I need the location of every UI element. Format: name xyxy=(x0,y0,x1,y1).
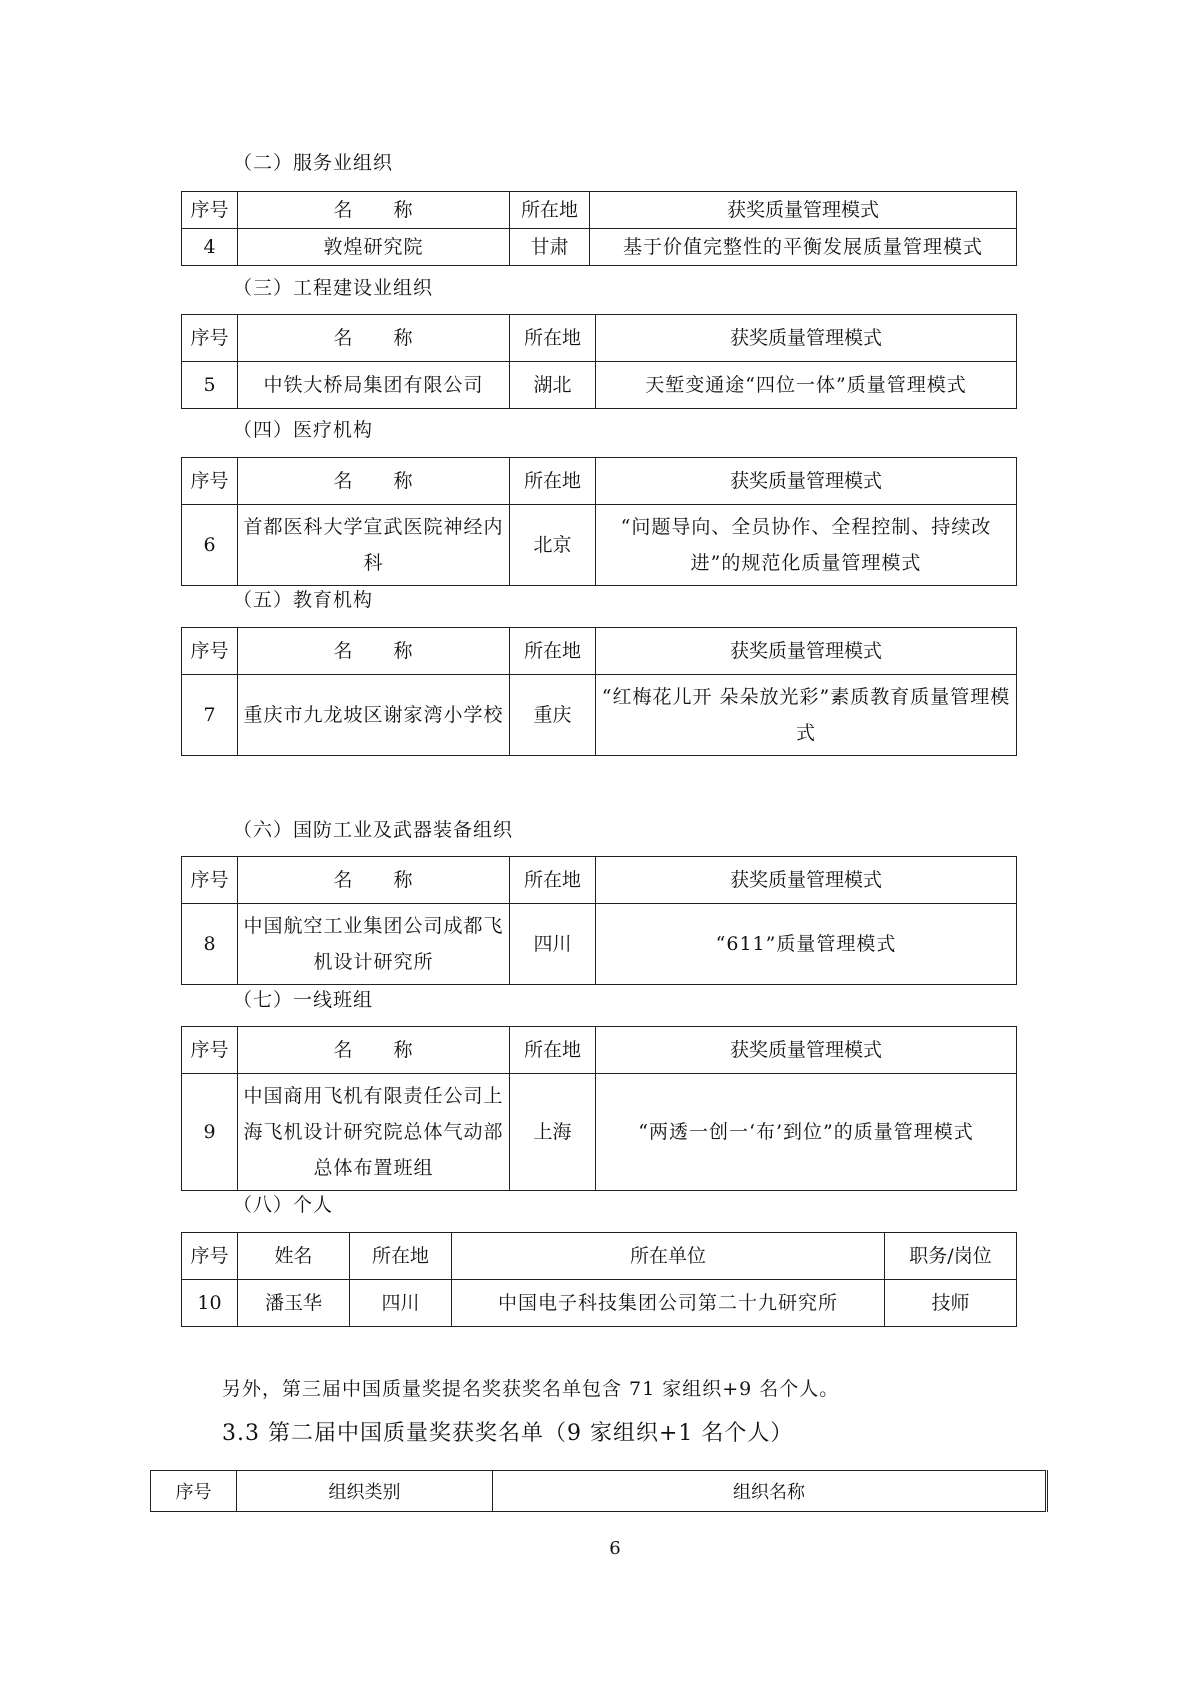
col-header-name: 名 称 xyxy=(238,1027,510,1074)
cell-location: 重庆 xyxy=(510,675,596,756)
col-header-org-name: 组织名称 xyxy=(493,1471,1047,1512)
nomination-note: 另外，第三届中国质量奖提名奖获奖名单包含 71 家组织+9 名个人。 xyxy=(222,1378,840,1400)
table-medical xyxy=(181,457,1017,586)
col-header-index: 序号 xyxy=(182,315,238,362)
col-header-person-name: 姓名 xyxy=(238,1233,350,1280)
cell-name: 重庆市九龙坡区谢家湾小学校 xyxy=(238,675,510,756)
table-individual xyxy=(181,1232,1017,1327)
section-heading-education: （五）教育机构 xyxy=(233,589,374,611)
col-header-location: 所在地 xyxy=(510,315,596,362)
cell-name: 首都医科大学宣武医院神经内科 xyxy=(238,505,510,586)
col-header-name: 名 称 xyxy=(238,458,510,505)
cell-index: 4 xyxy=(182,229,238,266)
cell-mode: “红梅花儿开 朵朵放光彩”素质教育质量管理模式 xyxy=(596,675,1017,756)
cell-location: 上海 xyxy=(510,1074,596,1191)
cell-index: 5 xyxy=(182,362,238,409)
col-header-mode: 获奖质量管理模式 xyxy=(596,1027,1017,1074)
section-heading-medical: （四）医疗机构 xyxy=(233,419,374,441)
col-header-position: 职务/岗位 xyxy=(885,1233,1017,1280)
table-header-row xyxy=(182,628,1017,675)
col-header-location: 所在地 xyxy=(510,458,596,505)
table-second-award xyxy=(150,1470,1048,1512)
table-row xyxy=(182,675,1017,756)
cell-index: 6 xyxy=(182,505,238,586)
cell-location: 四川 xyxy=(350,1280,452,1327)
col-header-name: 名 称 xyxy=(238,857,510,904)
section-heading-individual: （八）个人 xyxy=(233,1194,334,1216)
col-header-index: 序号 xyxy=(182,192,238,229)
col-header-location: 所在地 xyxy=(350,1233,452,1280)
col-header-org-category: 组织类别 xyxy=(237,1471,493,1512)
table-row xyxy=(182,362,1017,409)
table-row xyxy=(182,904,1017,985)
cell-name: 中国航空工业集团公司成都飞机设计研究所 xyxy=(238,904,510,985)
table-defense xyxy=(181,856,1017,985)
col-header-location: 所在地 xyxy=(510,628,596,675)
table-engineering xyxy=(181,314,1017,409)
table-education xyxy=(181,627,1017,756)
col-header-mode: 获奖质量管理模式 xyxy=(596,628,1017,675)
page-number: 6 xyxy=(609,1538,621,1559)
col-header-location: 所在地 xyxy=(510,857,596,904)
cell-name: 中国商用飞机有限责任公司上海飞机设计研究院总体气动部总体布置班组 xyxy=(238,1074,510,1191)
table-header-row xyxy=(182,458,1017,505)
cell-name: 敦煌研究院 xyxy=(238,229,510,266)
col-header-location: 所在地 xyxy=(510,1027,596,1074)
cell-mode: “问题导向、全员协作、全程控制、持续改进”的规范化质量管理模式 xyxy=(596,505,1017,586)
col-header-mode: 获奖质量管理模式 xyxy=(596,458,1017,505)
table-service xyxy=(181,191,1017,266)
table-team xyxy=(181,1026,1017,1191)
table-header-row xyxy=(182,315,1017,362)
cell-location: 甘肃 xyxy=(510,229,590,266)
table-row xyxy=(182,229,1017,266)
table-header-row xyxy=(182,1027,1017,1074)
cell-index: 10 xyxy=(182,1280,238,1327)
col-header-mode: 获奖质量管理模式 xyxy=(590,192,1017,229)
cell-name: 中铁大桥局集团有限公司 xyxy=(238,362,510,409)
cell-index: 9 xyxy=(182,1074,238,1191)
col-header-employer: 所在单位 xyxy=(452,1233,885,1280)
table-row xyxy=(182,505,1017,586)
section-heading-defense: （六）国防工业及武器装备组织 xyxy=(233,819,514,841)
cell-person-name: 潘玉华 xyxy=(238,1280,350,1327)
col-header-index: 序号 xyxy=(182,628,238,675)
cell-employer: 中国电子科技集团公司第二十九研究所 xyxy=(452,1280,885,1327)
cell-mode: 基于价值完整性的平衡发展质量管理模式 xyxy=(590,229,1017,266)
cell-location: 四川 xyxy=(510,904,596,985)
col-header-mode: 获奖质量管理模式 xyxy=(596,315,1017,362)
cell-index: 7 xyxy=(182,675,238,756)
table-row xyxy=(182,1074,1017,1191)
cell-mode: 天堑变通途“四位一体”质量管理模式 xyxy=(596,362,1017,409)
col-header-name: 名 称 xyxy=(238,628,510,675)
table-header-row xyxy=(151,1471,1047,1512)
section-heading-engineering: （三）工程建设业组织 xyxy=(233,277,434,299)
table-row xyxy=(182,1280,1017,1327)
table-header-row xyxy=(182,857,1017,904)
cell-location: 北京 xyxy=(510,505,596,586)
cell-index: 8 xyxy=(182,904,238,985)
col-header-name: 名 称 xyxy=(238,315,510,362)
col-header-index: 序号 xyxy=(182,1233,238,1280)
col-header-index: 序号 xyxy=(182,1027,238,1074)
cell-location: 湖北 xyxy=(510,362,596,409)
col-header-index: 序号 xyxy=(182,458,238,505)
table-header-row xyxy=(182,1233,1017,1280)
col-header-index: 序号 xyxy=(151,1471,237,1512)
cell-position: 技师 xyxy=(885,1280,1017,1327)
col-header-location: 所在地 xyxy=(510,192,590,229)
cell-mode: “611”质量管理模式 xyxy=(596,904,1017,985)
table-header-row xyxy=(182,192,1017,229)
col-header-mode: 获奖质量管理模式 xyxy=(596,857,1017,904)
section-heading-team: （七）一线班组 xyxy=(233,989,374,1011)
cell-mode: “两透一创一‘布’到位”的质量管理模式 xyxy=(596,1074,1017,1191)
col-header-name: 名 称 xyxy=(238,192,510,229)
section-title-3-3: 3.3 第二届中国质量奖获奖名单（9 家组织+1 名个人） xyxy=(222,1421,794,1446)
col-header-index: 序号 xyxy=(182,857,238,904)
section-heading-service: （二）服务业组织 xyxy=(233,152,394,174)
